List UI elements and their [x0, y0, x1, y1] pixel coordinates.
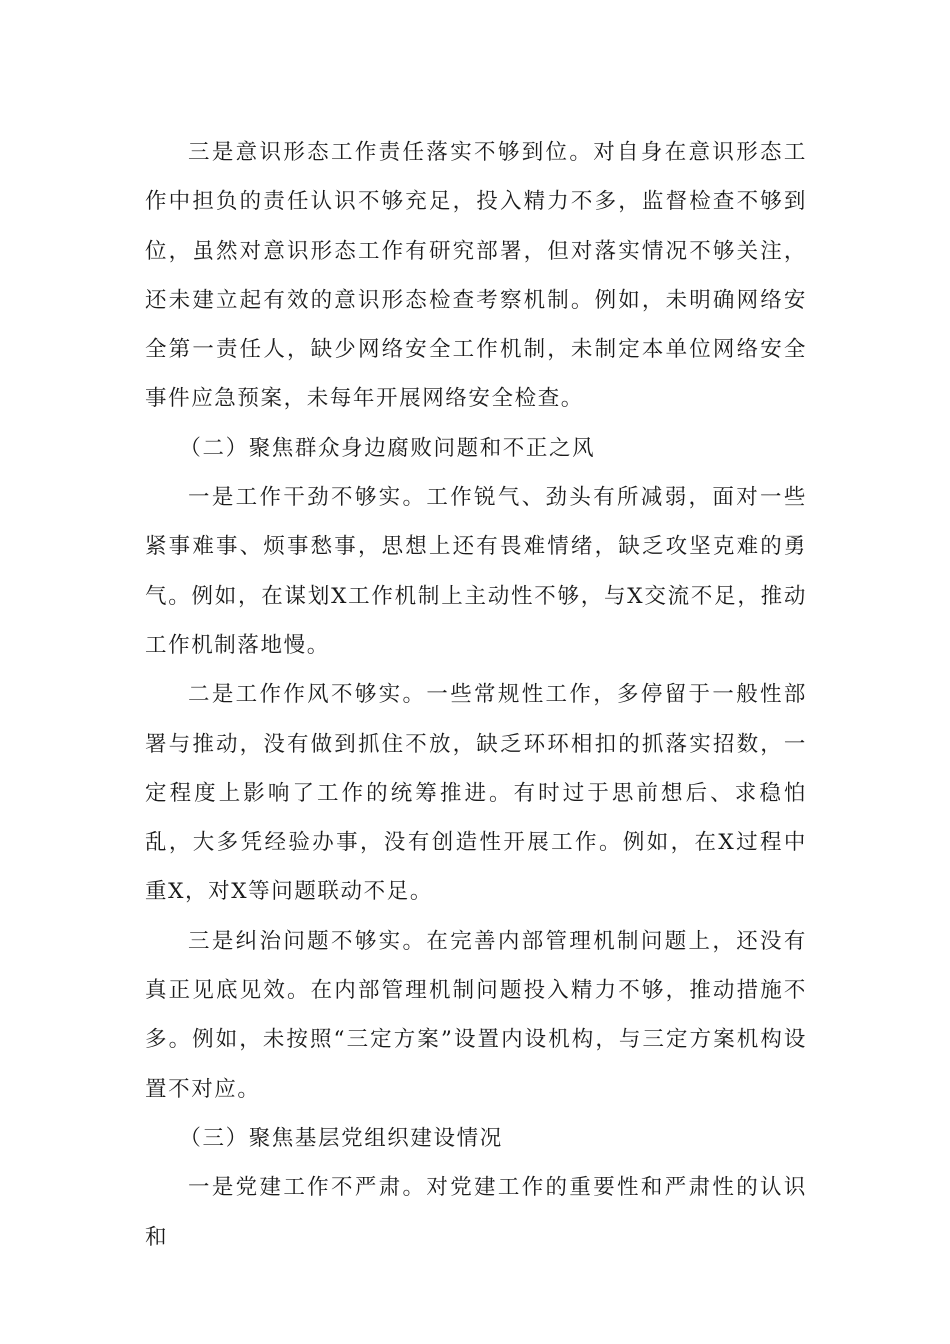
- section-heading-three: （三）聚焦基层党组织建设情况: [179, 1125, 503, 1151]
- paragraph-work-style: 二是工作作风不够实。一些常规性工作，多停留于一般性部署与推动，没有做到抓住不放，缺乏环环相扣的抓落实招数，一定程度上影响了工作的统筹推进。有时过于思前想后、求稳怕乱，大多凭经验办事，没有创造性开展工作。例如，在X过程中重X，对X等问题联动不足。: [145, 682, 807, 905]
- section-heading-two: （二）聚焦群众身边腐败问题和不正之风: [179, 435, 596, 461]
- paragraph-work-drive: 一是工作干劲不够实。工作锐气、劲头有所减弱，面对一些紧事难事、烦事愁事，思想上还有畏难情绪，缺乏攻坚克难的勇气。例如，在谋划X工作机制上主动性不够，与X交流不足，推动工作机制落地慢。: [145, 485, 807, 658]
- paragraph-rectify-problems: 三是纠治问题不够实。在完善内部管理机制问题上，还没有真正见底见效。在内部管理机制问题投入精力不够，推动措施不多。例如，未按照“三定方案”设置内设机构，与三定方案机构设置不对应。: [145, 928, 807, 1102]
- document-body: [145, 128, 807, 1262]
- paragraph-ideology-responsibility: 三是意识形态工作责任落实不够到位。对自身在意识形态工作中担负的责任认识不够充足，投入精力不多，监督检查不够到位，虽然对意识形态工作有研究部署，但对落实情况不够关注，还未建立起有效的意识形态检查考察机制。例如，未明确网络安全第一责任人，缺少网络安全工作机制，未制定本单位网络安全事件应急预案，未每年开展网络安全检查。: [145, 140, 807, 412]
- paragraph-party-building: 一是党建工作不严肃。对党建工作的重要性和严肃性的认识和: [145, 1175, 807, 1250]
